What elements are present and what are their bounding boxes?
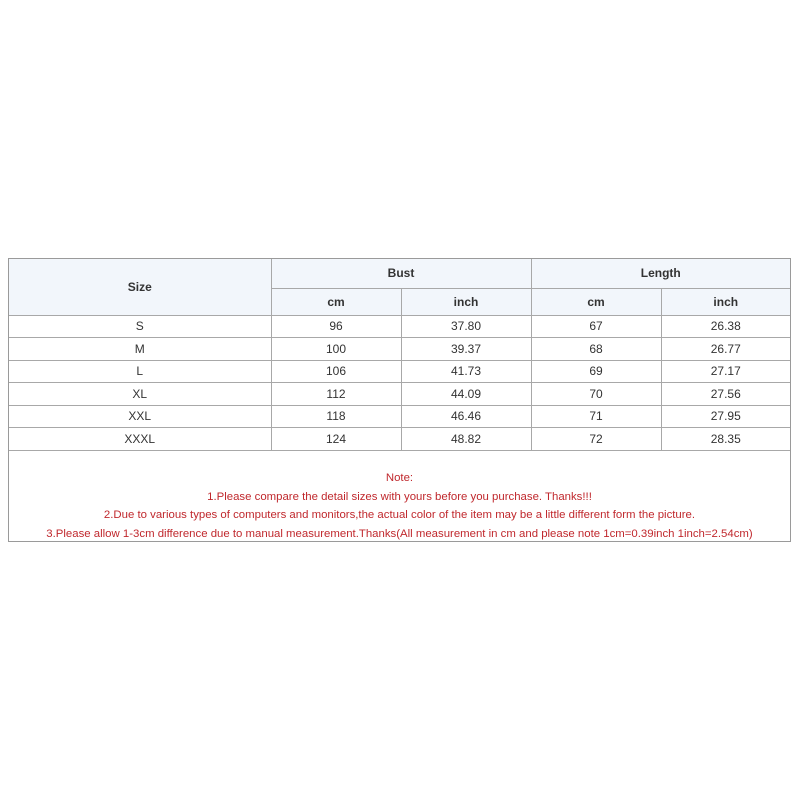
length-group-header: Length xyxy=(531,259,790,288)
size-cell: XXXL xyxy=(9,428,271,451)
size-column-header: Size xyxy=(9,259,271,315)
header-row-groups xyxy=(9,259,790,288)
bust-cm-header: cm xyxy=(271,288,401,315)
bust-cm-cell: 100 xyxy=(271,338,401,361)
note-line-2: 2.Due to various types of computers and monitors,the actual color of the item may be a little different form the picture. xyxy=(103,509,696,521)
length-cm-cell: 71 xyxy=(531,405,661,428)
bust-inch-cell: 37.80 xyxy=(401,315,531,338)
notes-section xyxy=(9,469,790,543)
note-line-1: 1.Please compare the detail sizes with yours before you purchase. Thanks!!! xyxy=(207,490,592,503)
length-inch-cell: 26.77 xyxy=(661,338,790,361)
bust-inch-cell: 44.09 xyxy=(401,383,531,406)
size-cell: XXL xyxy=(9,405,271,428)
length-cm-header: cm xyxy=(531,288,661,315)
table-row xyxy=(9,338,790,361)
length-cm-cell: 69 xyxy=(531,360,661,383)
table-row xyxy=(9,360,790,383)
size-cell: S xyxy=(9,315,271,338)
bust-inch-cell: 41.73 xyxy=(401,360,531,383)
length-inch-cell: 27.56 xyxy=(661,383,790,406)
bust-inch-header: inch xyxy=(401,288,531,315)
length-cm-cell: 70 xyxy=(531,383,661,406)
bust-cm-cell: 112 xyxy=(271,383,401,406)
bust-inch-cell: 39.37 xyxy=(401,338,531,361)
bust-group-header: Bust xyxy=(271,259,531,288)
bust-cm-cell: 124 xyxy=(271,428,401,451)
table-row xyxy=(9,428,790,451)
bust-inch-cell: 48.82 xyxy=(401,428,531,451)
table-row xyxy=(9,383,790,406)
size-cell: L xyxy=(9,360,271,383)
size-table xyxy=(9,259,790,451)
length-inch-cell: 27.95 xyxy=(661,405,790,428)
bust-cm-cell: 96 xyxy=(271,315,401,338)
length-cm-cell: 72 xyxy=(531,428,661,451)
bust-inch-cell: 46.46 xyxy=(401,405,531,428)
note-title: Note: xyxy=(385,472,414,484)
length-cm-cell: 67 xyxy=(531,315,661,338)
size-cell: XL xyxy=(9,383,271,406)
bust-cm-cell: 118 xyxy=(271,405,401,428)
length-inch-cell: 28.35 xyxy=(661,428,790,451)
note-line-3: 3.Please allow 1-3cm difference due to manual measurement.Thanks(All measurement in cm and please note 1cm=0.39inch 1inch=2.54cm) xyxy=(46,527,753,540)
length-inch-cell: 26.38 xyxy=(661,315,790,338)
length-inch-header: inch xyxy=(661,288,790,315)
length-inch-cell: 27.17 xyxy=(661,360,790,383)
length-cm-cell: 68 xyxy=(531,338,661,361)
size-chart xyxy=(8,258,791,542)
bust-cm-cell: 106 xyxy=(271,360,401,383)
size-cell: M xyxy=(9,338,271,361)
table-row xyxy=(9,405,790,428)
table-row xyxy=(9,315,790,338)
